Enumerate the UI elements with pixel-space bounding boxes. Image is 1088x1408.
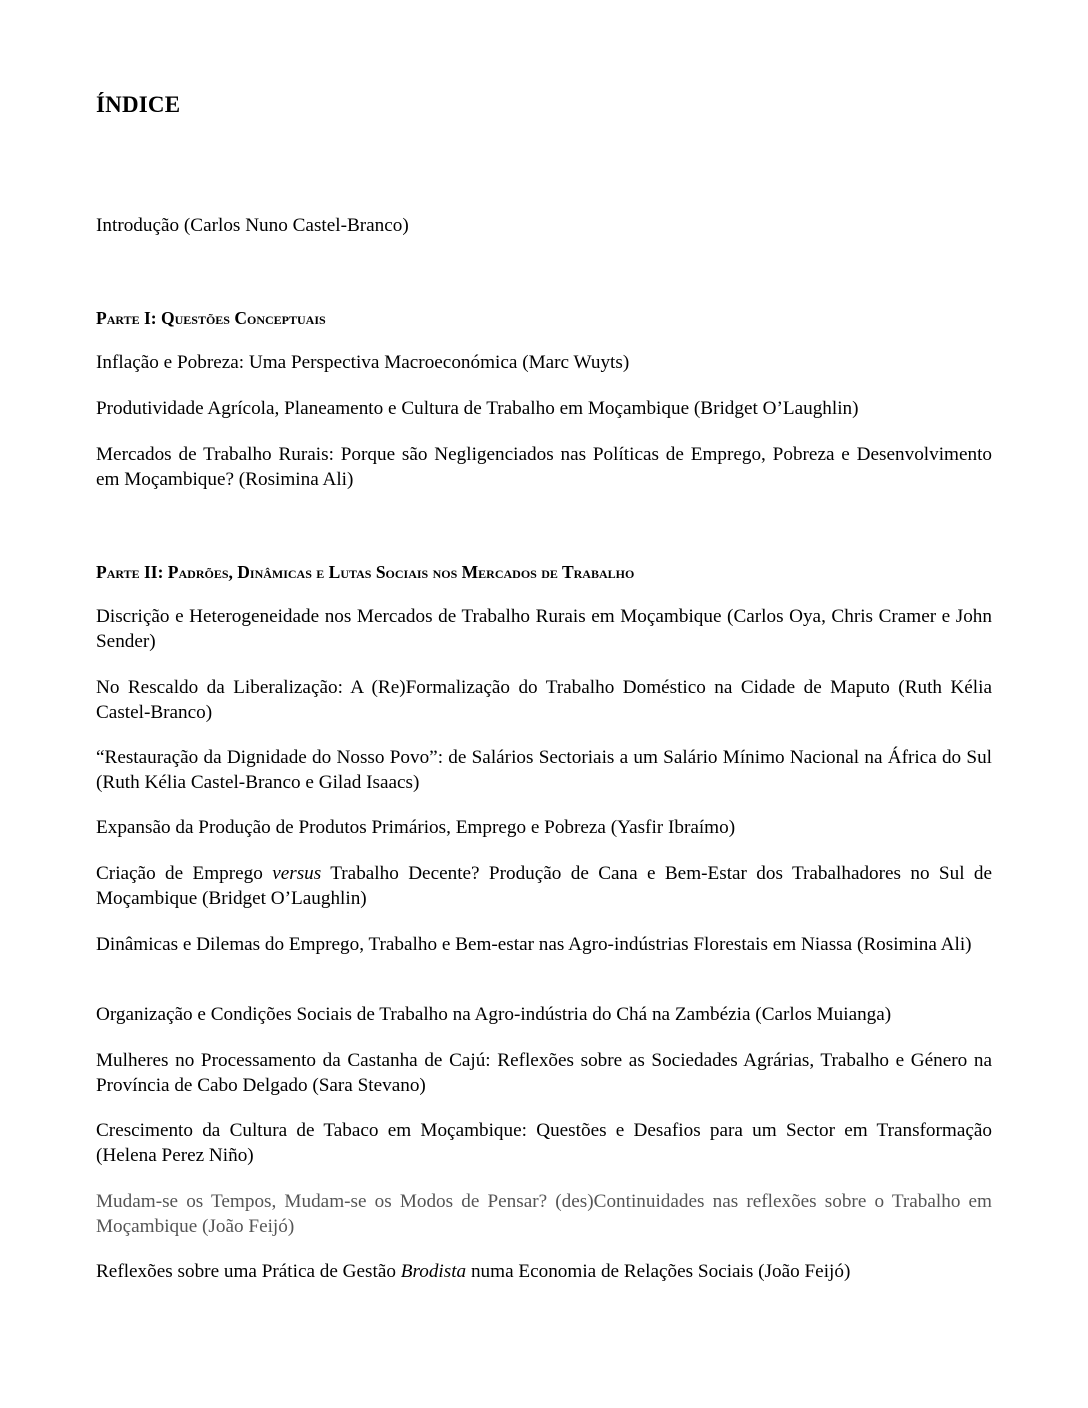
toc-entry: Organização e Condições Sociais de Trabalho na Agro-indústria do Chá na Zambézia (Carlos Muianga)	[96, 1004, 892, 1025]
page-title: ÍNDICE	[96, 92, 181, 117]
toc-entry: No Rescaldo da Liberalização: A (Re)Formalização do Trabalho Doméstico na Cidade de Maputo (Ruth Kélia Castel-Branco)	[96, 677, 992, 723]
toc-entry: Dinâmicas e Dilemas do Emprego, Trabalho e Bem-estar nas Agro-indústrias Florestais em Niassa (Rosimina Ali)	[96, 934, 972, 955]
toc-entry: Mercados de Trabalho Rurais: Porque são Negligenciados nas Políticas de Emprego, Pobreza e Desenvolvimento em Moçambique? (Rosimina Ali)	[96, 444, 992, 490]
toc-entry	[96, 861, 992, 911]
entry-text: numa Economia de Relações Sociais (João Feijó)	[466, 1261, 851, 1282]
entry-text: Reflexões sobre uma Prática de Gestão	[96, 1261, 401, 1282]
part-1-heading: Parte I: Questões Conceptuais	[96, 308, 326, 328]
entry-text: Criação de Emprego	[96, 863, 273, 884]
toc-entry: Mudam-se os Tempos, Mudam-se os Modos de Pensar? (des)Continuidades nas reflexões sobre o Trabalho em Moçambique (João Feijó)	[96, 1191, 992, 1237]
toc-entry: Discrição e Heterogeneidade nos Mercados de Trabalho Rurais em Moçambique (Carlos Oya, Chris Cramer e John Sender)	[96, 606, 992, 652]
part-2-heading: Parte II: Padrões, Dinâmicas e Lutas Sociais nos Mercados de Trabalho	[96, 562, 635, 582]
entry-italic-text: Brodista	[400, 1261, 467, 1282]
toc-entry: Inflação e Pobreza: Uma Perspectiva Macroeconómica (Marc Wuyts)	[96, 352, 630, 373]
toc-entry-introduction: Introdução (Carlos Nuno Castel-Branco)	[96, 215, 409, 236]
toc-entry: Expansão da Produção de Produtos Primários, Emprego e Pobreza (Yasfir Ibraímo)	[96, 817, 736, 838]
toc-entry: “Restauração da Dignidade do Nosso Povo”: de Salários Sectoriais a um Salário Mínimo Nacional na África do Sul (Ruth Kélia Castel-Branco e Gilad Isaacs)	[96, 747, 992, 793]
entry-italic-text: versus	[272, 863, 322, 884]
toc-entry: Crescimento da Cultura de Tabaco em Moçambique: Questões e Desafios para um Sector em Transformação (Helena Perez Niño)	[96, 1120, 992, 1166]
toc-entry: Mulheres no Processamento da Castanha de Cajú: Reflexões sobre as Sociedades Agrárias, Trabalho e Género na Província de Cabo Delgado (Sara Stevano)	[96, 1050, 992, 1096]
toc-entry	[96, 1259, 992, 1284]
entry-text: Trabalho Decente? Produção de Cana e Bem-Estar dos Trabalhadores no Sul de Moçambique (Bridget O’Laughlin)	[96, 863, 993, 909]
toc-entry: Produtividade Agrícola, Planeamento e Cultura de Trabalho em Moçambique (Bridget O’Laughlin)	[96, 398, 859, 419]
